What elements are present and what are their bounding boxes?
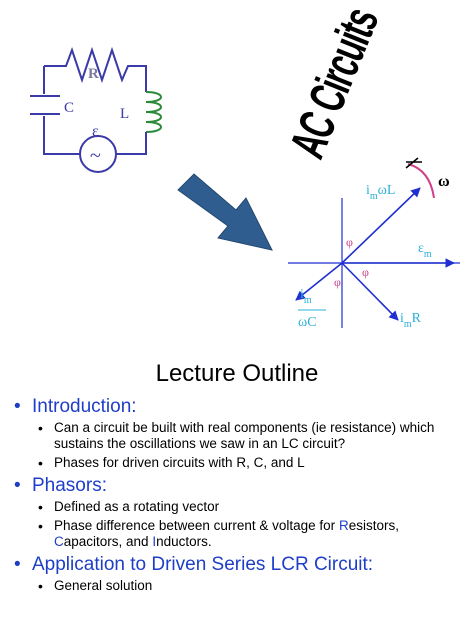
slide-title: AC Circuits [278,0,389,166]
outline-section-phasors [12,475,464,550]
outline-sub-item: • Can a circuit be built with real components (ie resistance) which sustains the oscillations we saw in an LC circuit? [12,420,464,452]
inductor-phasor-label: $i_m\omega L$ [366,183,396,202]
pointer-arrow [170,168,280,258]
outline-main-item: • Application to Driven Series LCR Circuit: [12,554,464,576]
rlc-circuit-diagram [18,36,178,186]
inductor-label: L [120,106,130,122]
outline-main-item: • Phasors: [12,475,464,497]
phi-label-lower: φ [334,275,341,289]
outline-sub-item: • General solution [12,578,464,594]
ac-source-symbol: ~ [90,145,101,167]
phasor-diagram [270,150,470,340]
phi-label-upper: φ [346,235,353,249]
outline-sub-item: • Phases for driven circuits with R, C, and L [12,455,464,471]
capacitor-phasor-label: $i_m$ [300,287,312,306]
outline-sub-item-rlc: • Phase difference between current & voltage for Resistors, Capacitors, and Inductors. [12,518,464,550]
outline-section-application [12,554,464,594]
outline-sub-item: • Defined as a rotating vector [12,499,464,515]
outline-section-introduction [12,396,464,471]
outline-sub-list [12,420,464,471]
capacitor-phasor-denominator: ωC [298,315,317,330]
outline-sub-list [12,499,464,550]
outline-sub-list [12,578,464,594]
outline-heading: Lecture Outline [155,360,319,387]
outline-main-item: • Introduction: [12,396,464,418]
omega-label: ω [438,173,450,190]
resistor-phasor-label: $i_mR$ [400,311,422,330]
resistor-label: R [88,66,99,82]
capacitor-label: C [64,100,75,116]
lecture-outline [12,396,464,597]
emf-label: ε [92,123,99,140]
phi-label-right: φ [362,265,369,279]
emf-phasor-label: $\varepsilon_m$ [418,241,432,260]
